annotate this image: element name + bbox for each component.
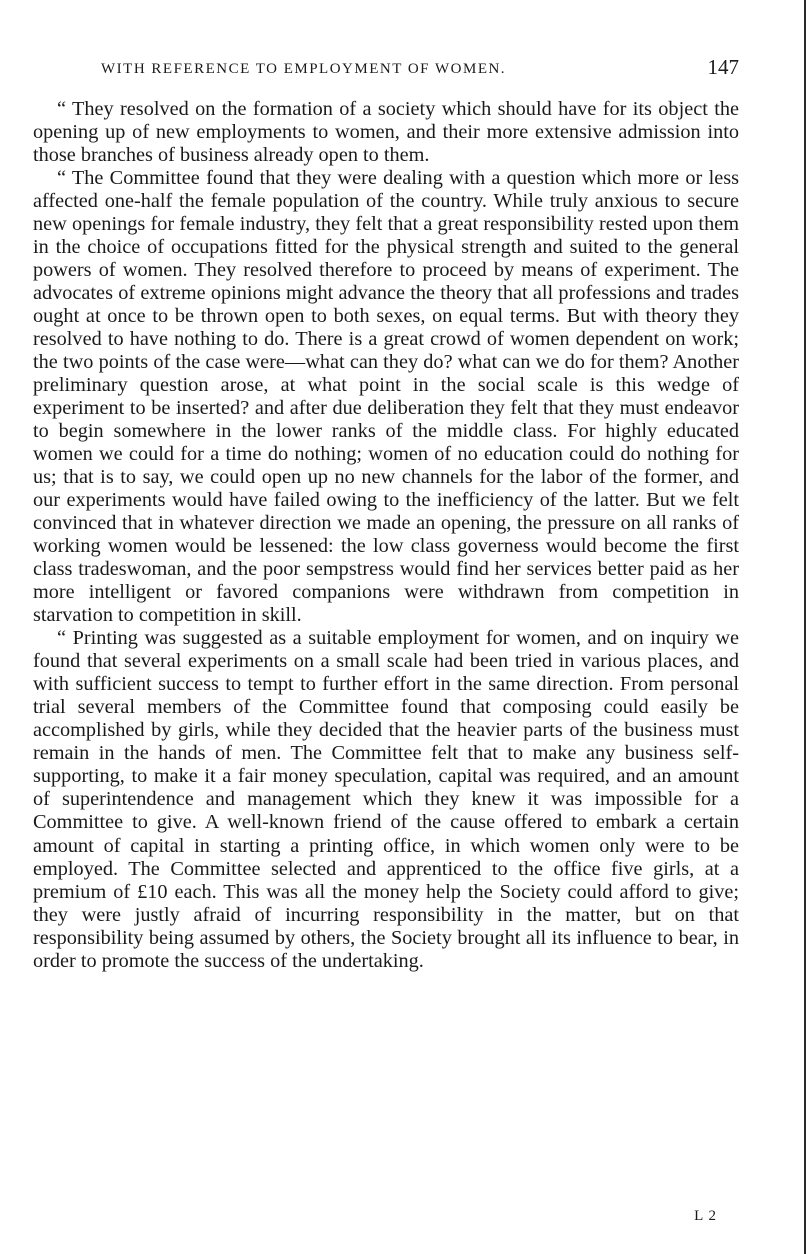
- paragraph-3: “ Printing was suggested as a suitable employment for women, and on inquiry we found that several experiments on a small scale had been tried in various places, and with sufficient success to tempt to further effort in the same direction. From personal trial several members of the Committee found that composing could easily be accomplished by girls, while they decided that the heavier parts of the business must remain in the hands of men. The Committee felt that to make any business self-supporting, to make it a fair money speculation, capital was required, and an amount of superintendence and management which they knew it was impossible for a Committee to give. A well-known friend of the cause offered to embark a certain amount of capital in starting a printing office, in which women only were to be employed. The Committee selected and apprenticed to the office five girls, at a premium of £10 each. This was all the money help the Society could afford to give; they were justly afraid of incurring responsibility in the matter, but on that responsibility being assumed by others, the Society brought all its influence to bear, in order to promote the success of the undertaking.: [33, 627, 739, 972]
- body-text: [33, 98, 739, 973]
- running-head: WITH REFERENCE TO EMPLOYMENT OF WOMEN.: [101, 61, 507, 77]
- page-edge-line: [804, 0, 806, 1254]
- paragraph-2: “ The Committee found that they were dealing with a question which more or less affected one-half the female population of the country. While truly anxious to secure new openings for female industry, they felt that a great responsibility rested upon them in the choice of occupations fitted for the physical strength and suited to the general powers of women. They resolved therefore to proceed by means of experiment. The advocates of extreme opinions might advance the theory that all professions and trades ought at once to be thrown open to both sexes, on equal terms. But with theory they resolved to have nothing to do. There is a great crowd of women dependent on work; the two points of the case were—what can they do? what can we do for them? Another preliminary question arose, at what point in the social scale is this wedge of experiment to be inserted? and after due deliberation they felt that they must endeavor to begin somewhere in the lower ranks of the middle class. For highly educated women we could for a time do nothing; women of no education could do nothing for us; that is to say, we could open up no new channels for the labor of the former, and our experiments would have failed owing to the inefficiency of the latter. But we felt convinced that in whatever direction we made an opening, the pressure on all ranks of working women would be lessened: the low class governess would become the first class tradeswoman, and the poor sempstress would find her services better paid as her more intelligent or favored companions were withdrawn from competition in starvation to competition in skill.: [33, 167, 739, 627]
- paragraph-1: “ They resolved on the formation of a society which should have for its object the opening up of new employments to women, and their more extensive admission into those branches of business already open to them.: [33, 98, 739, 167]
- page-header: [33, 55, 741, 85]
- page-number: 147: [707, 55, 739, 79]
- signature-mark: L 2: [694, 1208, 717, 1224]
